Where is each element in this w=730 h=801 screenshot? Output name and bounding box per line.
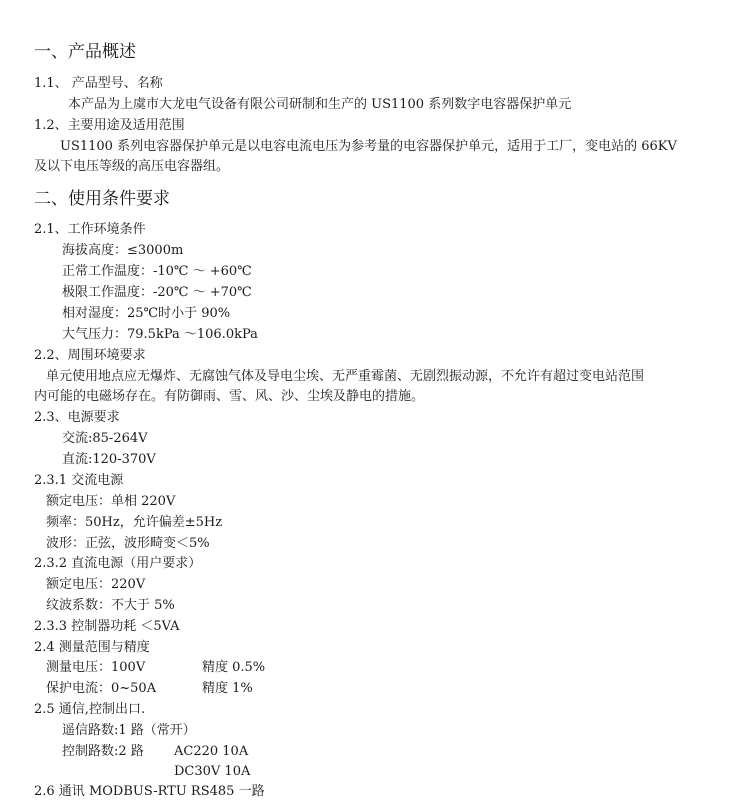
signal-channels-line: 遥信路数:1 路（常开） [62, 723, 196, 738]
section-2-3-title: 2.3、电源要求 [34, 410, 120, 425]
section-2-6-title: 2.6 通讯 MODBUS-RTU RS485 一路 [34, 784, 265, 799]
altitude-line: 海拔高度：≤3000m [62, 243, 184, 258]
section-2-3-3-title: 2.3.3 控制器功耗 ＜5VA [34, 619, 180, 634]
section-2-4-title: 2.4 测量范围与精度 [34, 640, 150, 655]
section-1-1-body: 本产品为上虞市大龙电气设备有限公司研制和生产的 US1100 系列数字电容器保护单元 [68, 97, 572, 112]
section-2-1-title: 2.1、工作环境条件 [34, 222, 146, 237]
control-channels-line: 控制路数:2 路 [62, 744, 144, 759]
control-rating-dc: DC30V 10A [174, 764, 251, 779]
section-2-3-2-title: 2.3.2 直流电源（用户要求） [34, 556, 202, 571]
section-2-2-body-line1: 单元使用地点应无爆炸、无腐蚀气体及导电尘埃、无严重霉菌、无剧烈振动源，不允许有超过变电站范围 [46, 369, 645, 384]
normal-temperature-line: 正常工作温度：-10℃ ～ +60℃ [62, 264, 252, 279]
measure-voltage-accuracy: 精度 0.5% [202, 660, 266, 675]
section-2-5-title: 2.5 通信,控制出口. [34, 702, 146, 717]
section-2-3-1-title: 2.3.1 交流电源 [34, 473, 124, 488]
dc-ripple-line: 纹波系数：不大于 5% [46, 598, 175, 613]
limit-temperature-line: 极限工作温度：-20℃ ～ +70℃ [62, 285, 252, 300]
pressure-line: 大气压力：79.5kPa ～106.0kPa [62, 327, 258, 342]
measure-voltage-line: 测量电压：100V [46, 660, 146, 675]
ac-supply-line: 交流:85-264V [62, 431, 148, 446]
section-2-2-title: 2.2、周围环境要求 [34, 348, 146, 363]
control-rating-ac: AC220 10A [174, 744, 249, 759]
section-1-2-body-line2: 及以下电压等级的高压电容器组。 [34, 159, 230, 174]
ac-waveform-line: 波形：正弦，波形畸变＜5% [46, 536, 210, 551]
ac-rated-voltage-line: 额定电压：单相 220V [46, 494, 176, 509]
section-2-heading: 二、使用条件要求 [34, 189, 170, 209]
section-1-1-title: 1.1、 产品型号、名称 [34, 76, 163, 91]
section-2-2-body-line2: 内可能的电磁场存在。有防御雨、雪、风、沙、尘埃及静电的措施。 [34, 389, 425, 404]
protection-current-line: 保护电流：0~50A [46, 681, 157, 696]
section-1-heading: 一、产品概述 [34, 42, 136, 62]
section-1-2-title: 1.2、主要用途及适用范围 [34, 118, 185, 133]
humidity-line: 相对湿度：25℃时小于 90% [62, 306, 231, 321]
dc-rated-voltage-line: 额定电压：220V [46, 577, 146, 592]
section-1-2-body-line1: US1100 系列电容器保护单元是以电容电流电压为参考量的电容器保护单元，适用于工厂，变电站的 66KV [60, 139, 677, 154]
ac-frequency-line: 频率：50Hz，允许偏差±5Hz [46, 515, 223, 530]
dc-supply-line: 直流:120-370V [62, 452, 156, 467]
protection-current-accuracy: 精度 1% [202, 681, 253, 696]
